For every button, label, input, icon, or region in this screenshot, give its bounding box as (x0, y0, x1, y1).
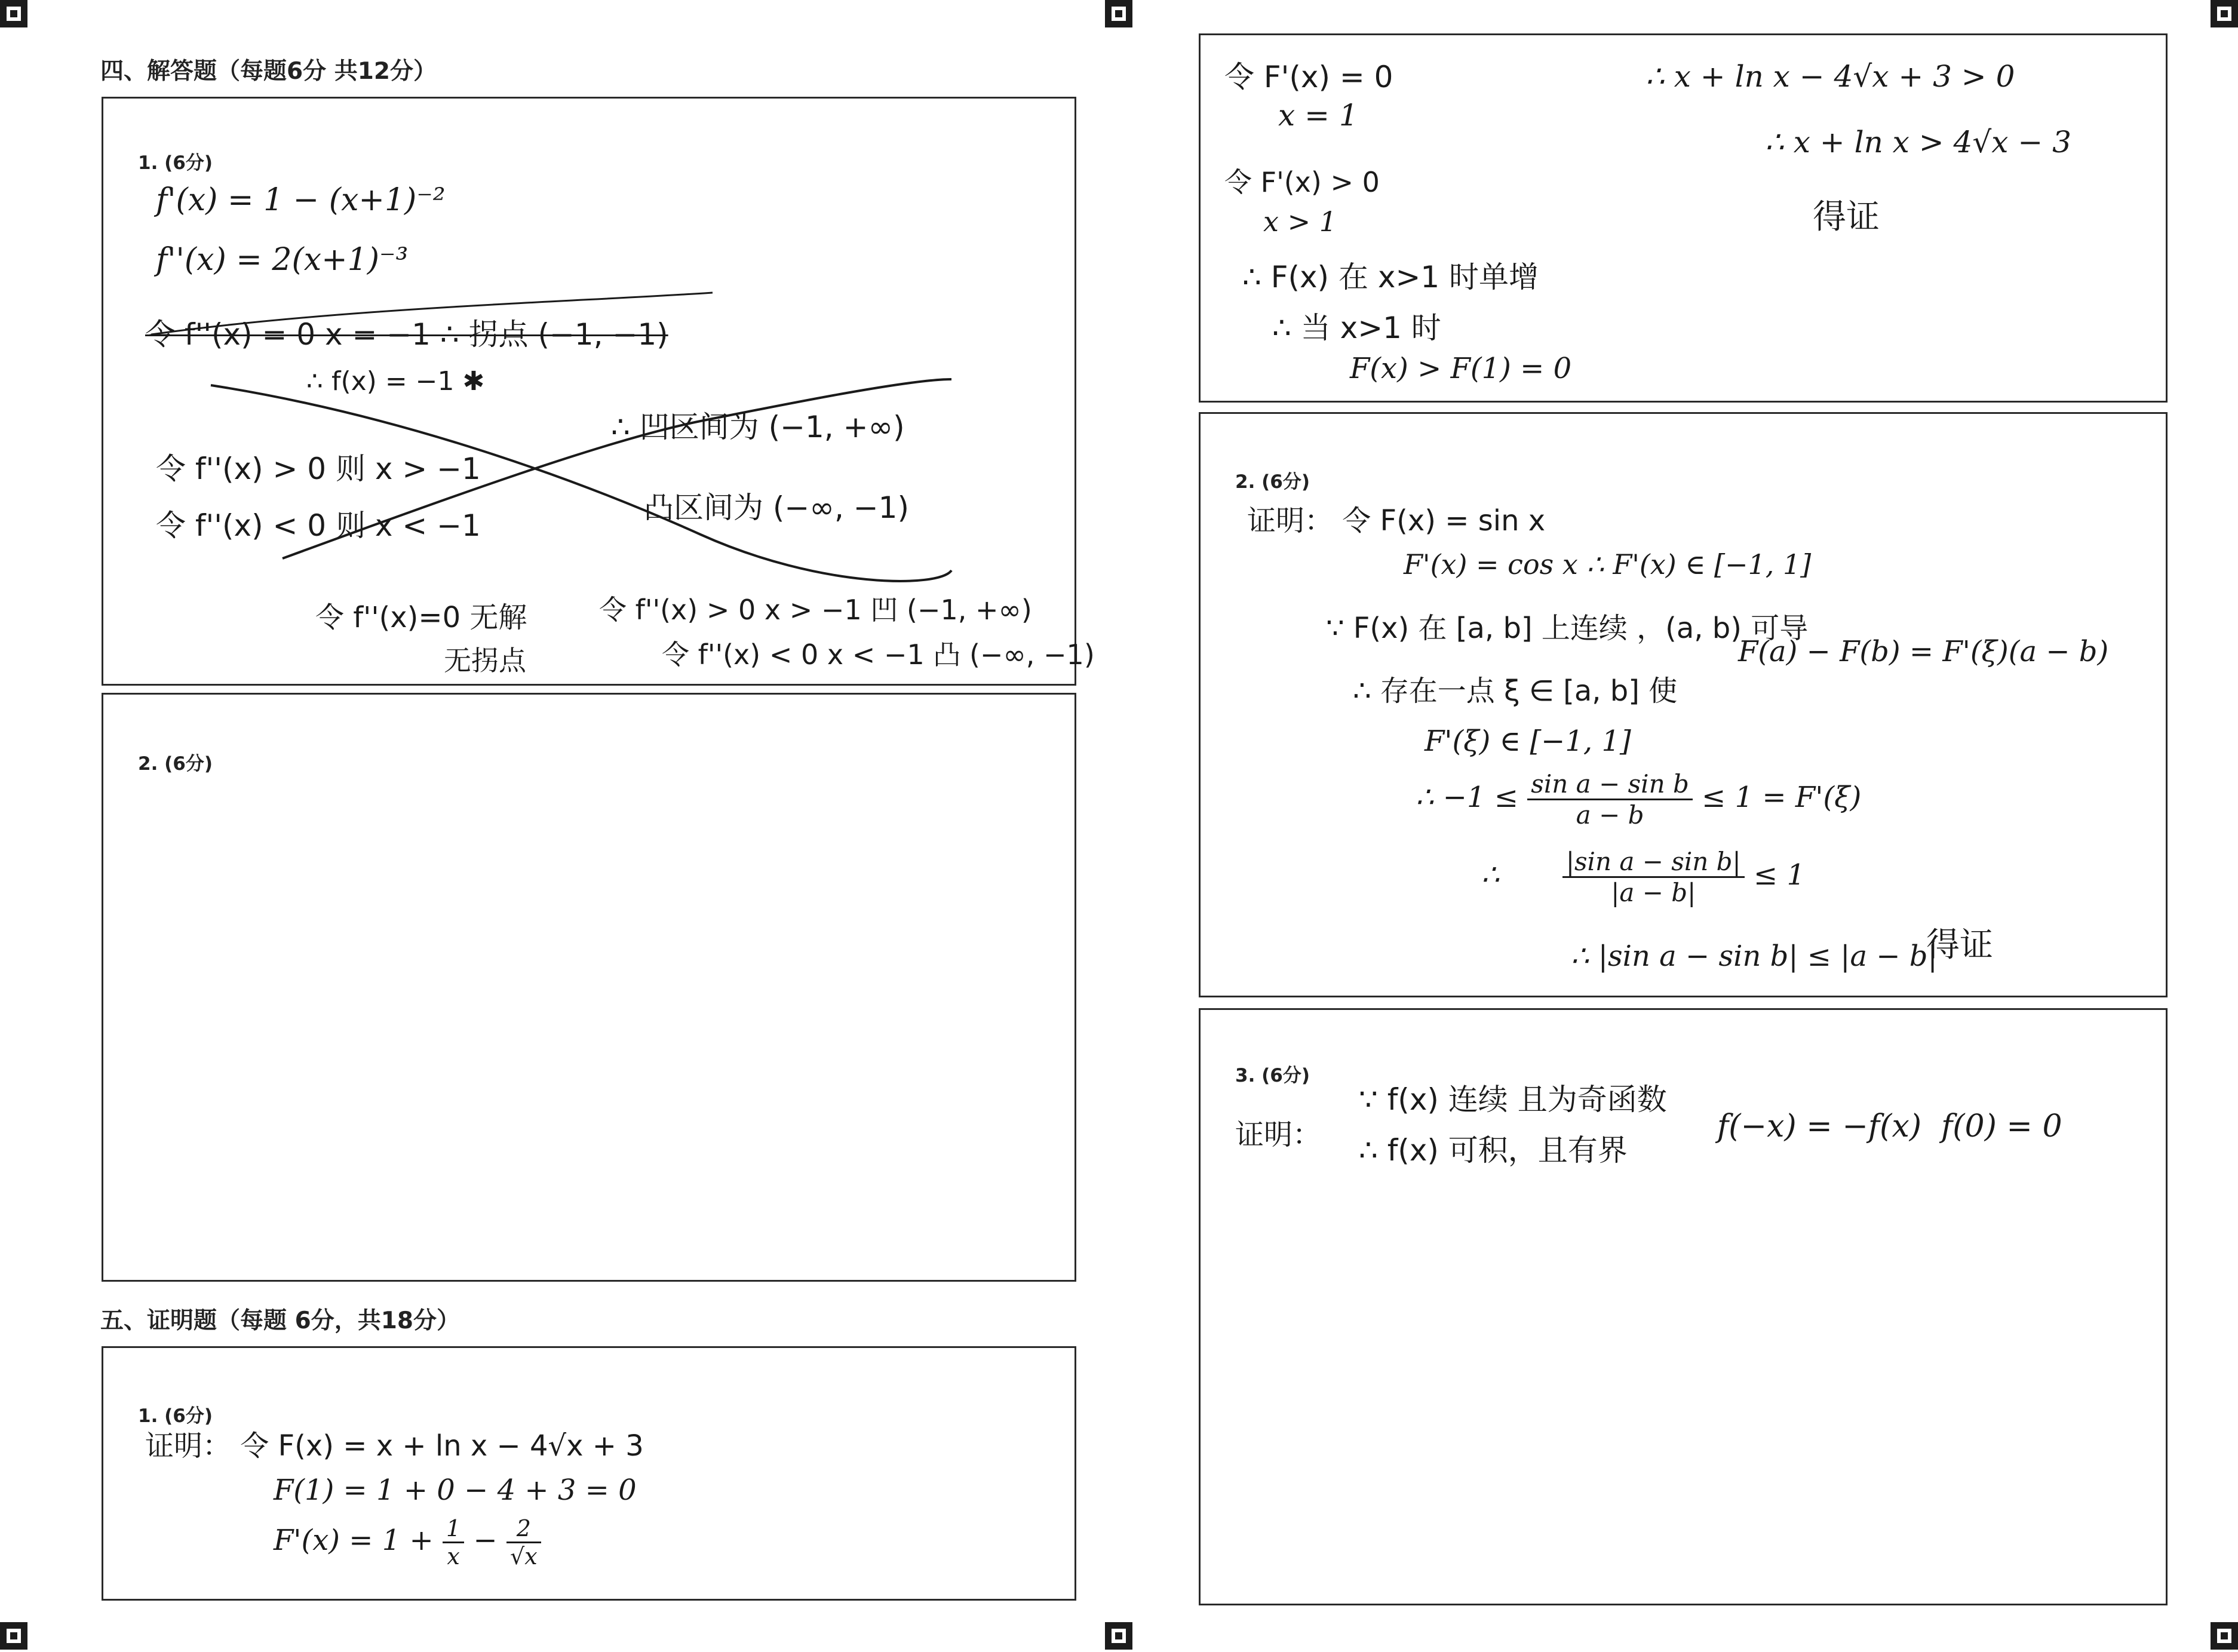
fraction (1562, 847, 1745, 907)
handwritten-line: 令 F'(x) = 0 (1224, 60, 1393, 94)
handwritten-line-crossed: ∴ f(x) = −1 ✱ (306, 366, 485, 397)
handwritten-line: F(1) = 1 + 0 − 4 + 3 = 0 (274, 1473, 637, 1507)
corner-marker-bottom-left (0, 1622, 27, 1650)
handwritten-line: 令 f''(x) < 0 x < −1 凸 (−∞, −1) (662, 638, 1095, 671)
fraction-numerator: |sin a − sin b| (1562, 847, 1745, 878)
handwritten-line: ∴ 存在一点 ξ ∈ [a, b] 使 (1353, 674, 1678, 708)
fraction-numerator: 2 (506, 1515, 541, 1543)
handwritten-line: 证明： (1235, 1118, 1322, 1152)
fraction (1527, 769, 1693, 830)
handwritten-line: 无拐点 (444, 644, 526, 677)
handwritten-line-crossed: 令 f''(x) = 0 x = −1 ∴ 拐点 (−1, −1) (145, 317, 668, 352)
corner-marker-bottom-center (1105, 1622, 1132, 1650)
handwritten-line: ∴ x + ln x − 4√x + 3 > 0 (1646, 59, 2015, 94)
handwritten-line: F'(ξ) ∈ [−1, 1] (1425, 724, 1631, 758)
handwritten-line (1416, 769, 1861, 830)
corner-marker-bottom-right (2211, 1622, 2238, 1650)
handwritten-line-crossed: 令 f''(x) > 0 则 x > −1 (156, 452, 481, 486)
question-label: 1. (6分) (138, 152, 213, 174)
handwritten-line: 令 F'(x) > 0 (1224, 166, 1380, 198)
proof-box-1-continued (1199, 33, 2168, 403)
section-title-answers: 四、解答题（每题6分 共12分） (100, 58, 437, 85)
handwritten-line: ∴ |sin a − sin b| ≤ |a − b| (1571, 939, 1938, 973)
fraction-numerator: 1 (443, 1515, 464, 1543)
fraction-denominator: x (447, 1543, 460, 1570)
fraction (443, 1515, 464, 1570)
handwritten-line-crossed: 凸区间为 (−∞, −1) (644, 490, 909, 525)
handwritten-line-crossed: 令 f''(x) < 0 则 x < −1 (156, 508, 481, 543)
answer-box-2 (102, 693, 1076, 1282)
handwritten-line: 得证 (1926, 926, 1993, 965)
fraction-denominator: a − b (1576, 800, 1644, 830)
answer-box-1 (102, 97, 1095, 686)
question-label: 3. (6分) (1235, 1065, 1310, 1086)
fraction-numerator: sin a − sin b (1527, 769, 1693, 800)
handwritten-line: 令 f''(x) > 0 x > −1 凹 (−1, +∞) (599, 594, 1032, 626)
handwritten-line-crossed: ∴ 凹区间为 (−1, +∞) (611, 410, 905, 444)
handwritten-line: F(a) − F(b) = F'(ξ)(a − b) (1738, 635, 2109, 668)
handwritten-line: x > 1 (1263, 205, 1337, 238)
handwritten-line: f(0) = 0 (1941, 1109, 2062, 1144)
fraction-denominator: |a − b| (1611, 878, 1696, 907)
handwritten-line: f'(x) = 1 − (x+1)⁻² (156, 182, 446, 218)
expression-prefix: ∴ −1 ≤ (1416, 781, 1519, 814)
fraction (506, 1515, 541, 1570)
expression-prefix: ∴ (1481, 858, 1500, 892)
question-label: 1. (6分) (138, 1405, 213, 1427)
question-label: 2. (6分) (1235, 471, 1310, 493)
corner-marker-top-left (0, 0, 27, 27)
handwritten-line: 得证 (1813, 198, 1880, 237)
expression-prefix: F'(x) = 1 + (274, 1524, 434, 1557)
expression-suffix: ≤ 1 = F'(ξ) (1702, 781, 1862, 814)
handwritten-line: F(x) > F(1) = 0 (1350, 352, 1572, 385)
proof-box-1 (102, 1346, 1076, 1601)
handwritten-line: F'(x) = cos x ∴ F'(x) ∈ [−1, 1] (1404, 548, 1812, 581)
proof-box-3 (1199, 1008, 2168, 1605)
corner-marker-top-right (2211, 0, 2238, 27)
fraction-denominator: √x (509, 1543, 538, 1570)
question-label: 2. (6分) (138, 753, 213, 775)
handwritten-line: x = 1 (1278, 98, 1358, 133)
corner-marker-top-center (1105, 0, 1132, 27)
handwritten-line: f(−x) = −f(x) (1717, 1109, 1922, 1144)
expression-suffix: ≤ 1 (1753, 858, 1805, 892)
handwritten-line: ∵ f(x) 连续 且为奇函数 (1359, 1082, 1667, 1117)
handwritten-line: 证明： 令 F(x) = sin x (1247, 504, 1546, 538)
handwritten-line (274, 1515, 541, 1570)
proof-box-2 (1199, 412, 2168, 997)
handwritten-line: 令 f''(x)=0 无解 (315, 601, 527, 634)
handwritten-line: ∵ F(x) 在 [a, b] 上连续 ，(a, b) 可导 (1326, 612, 1809, 645)
handwritten-line: ∴ F(x) 在 x>1 时单增 (1242, 260, 1539, 294)
handwritten-line: f''(x) = 2(x+1)⁻³ (156, 242, 409, 278)
minus-sign: − (473, 1524, 498, 1557)
handwritten-line: 证明： 令 F(x) = x + ln x − 4√x + 3 (145, 1429, 644, 1463)
handwritten-line: ∴ 当 x>1 时 (1272, 311, 1441, 345)
handwritten-line: ∴ f(x) 可积，且有界 (1359, 1133, 1628, 1168)
section-title-proofs: 五、证明题（每题 6分，共18分） (100, 1307, 460, 1334)
handwritten-line: ∴ x + ln x > 4√x − 3 (1765, 125, 2071, 159)
handwritten-line (1481, 847, 1805, 907)
